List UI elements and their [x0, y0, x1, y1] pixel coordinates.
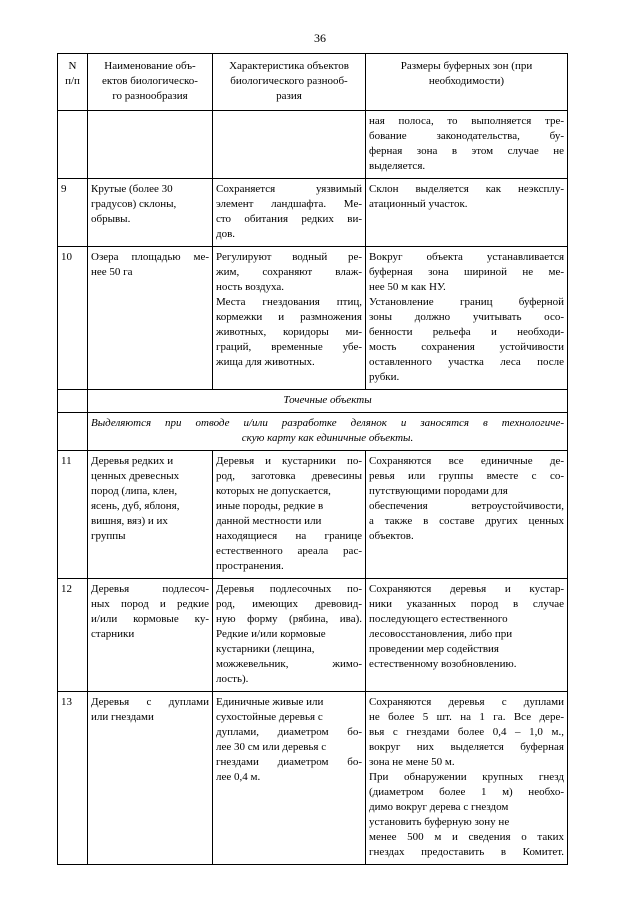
cell-buffer-size: Сохраняются деревья и кустар- ники указанных пород в случае последующего естественного лесовосстановления, либо при проведении мер содействия естественному возобновлению. [366, 579, 568, 692]
cell-buffer-size: Склон выделяется как неэксплу- атационный участок. [366, 179, 568, 247]
section-note: Выделяются при отводе и/или разработке делянок и заносятся в технологиче- скую карту как единичные объекты. [88, 413, 568, 451]
cell-name [88, 111, 213, 179]
page-number: 36 [314, 31, 326, 45]
cell-characteristics: Единичные живые или сухостойные деревья с дуплами, диаметром бо- лее 30 см или деревья с гнездами диаметром бо- лее 0,4 м. [213, 692, 366, 865]
header-buffer-size: Размеры буферных зон (при необходимости) [366, 54, 568, 111]
cell-characteristics: Регулируют водный ре- жим, сохраняют влаж- ность воздуха. Места гнездования птиц, кормежки и размножения животных, коридоры ми- граций, временные убе- жища для животных. [213, 247, 366, 390]
cell-number: 10 [58, 247, 88, 390]
table-row [58, 179, 568, 247]
table-row [58, 692, 568, 865]
cell-number: 9 [58, 179, 88, 247]
cell-number: 12 [58, 579, 88, 692]
cell-characteristics: Деревья и кустарники по- род, заготовка древесины которых не допускается, иные породы, редкие в данной местности или находящиеся на границе естественного ареала рас- пространения. [213, 451, 366, 579]
table-row [58, 247, 568, 390]
cell-buffer-size: Вокруг объекта устанавливается буферная зона шириной не ме- нее 50 м как НУ. Установление границ буферной зоны должно учитывать осо- бенности рельефа и необходи- мость сохранения устойчивости оставленного участка леса после рубки. [366, 247, 568, 390]
cell-buffer-size: Сохраняются деревья с дуплами не более 5 шт. на 1 га. Все дере- вья с гнездами более 0,4 – 1,0 м., вокруг них выделяется буферная зона не мене 50 м. При обнаружении крупных гнезд (диаметром более 1 м) необхо- димо вокруг дерева с гнездом установить буферную зону не менее 500 м и сведения о таких гнездах предоставить в Комитет. [366, 692, 568, 865]
cell-name: Озера площадью ме- нее 50 га [88, 247, 213, 390]
table-row [58, 111, 568, 179]
cell-characteristics: Сохраняется уязвимый элемент ландшафта. Ме- сто обитания редких ви- дов. [213, 179, 366, 247]
cell-number: 11 [58, 451, 88, 579]
cell-number [58, 111, 88, 179]
header-object-name: Наименование объ- ектов биологическо- го разнообразия [88, 54, 213, 111]
cell-number [58, 413, 88, 451]
section-title: Точечные объекты [88, 390, 568, 413]
cell-name: Деревья редких и ценных древесных пород (липа, клен, ясень, дуб, яблоня, вишня, вяз) и их группы [88, 451, 213, 579]
cell-number: 13 [58, 692, 88, 865]
cell-name: Деревья с дуплами или гнездами [88, 692, 213, 865]
cell-characteristics [213, 111, 366, 179]
note-row [58, 413, 568, 451]
cell-name: Крутые (более 30 градусов) склоны, обрывы. [88, 179, 213, 247]
cell-buffer-size: ная полоса, то выполняется тре- бование законодательства, бу- ферная зона в этом случае не выделяется. [366, 111, 568, 179]
table-header-row [58, 54, 568, 111]
header-characteristics: Характеристика объектов биологического разнооб- разия [213, 54, 366, 111]
header-number: N п/п [58, 54, 88, 111]
cell-buffer-size: Сохраняются все единичные де- ревья или группы вместе с со- путствующими породами для обеспечения ветроустойчивости, а также в составе других ценных объектов. [366, 451, 568, 579]
table-row [58, 579, 568, 692]
cell-characteristics: Деревья подлесочных по- род, имеющих древовид- ную форму (рябина, ива). Редкие и/или кормовые кустарники (лещина, можжевельник, жимо- лость). [213, 579, 366, 692]
cell-number [58, 390, 88, 413]
cell-name: Деревья подлесоч- ных пород и редкие и/или кормовые ку- старники [88, 579, 213, 692]
section-row [58, 390, 568, 413]
table-row [58, 451, 568, 579]
buffer-zones-table [57, 53, 568, 865]
